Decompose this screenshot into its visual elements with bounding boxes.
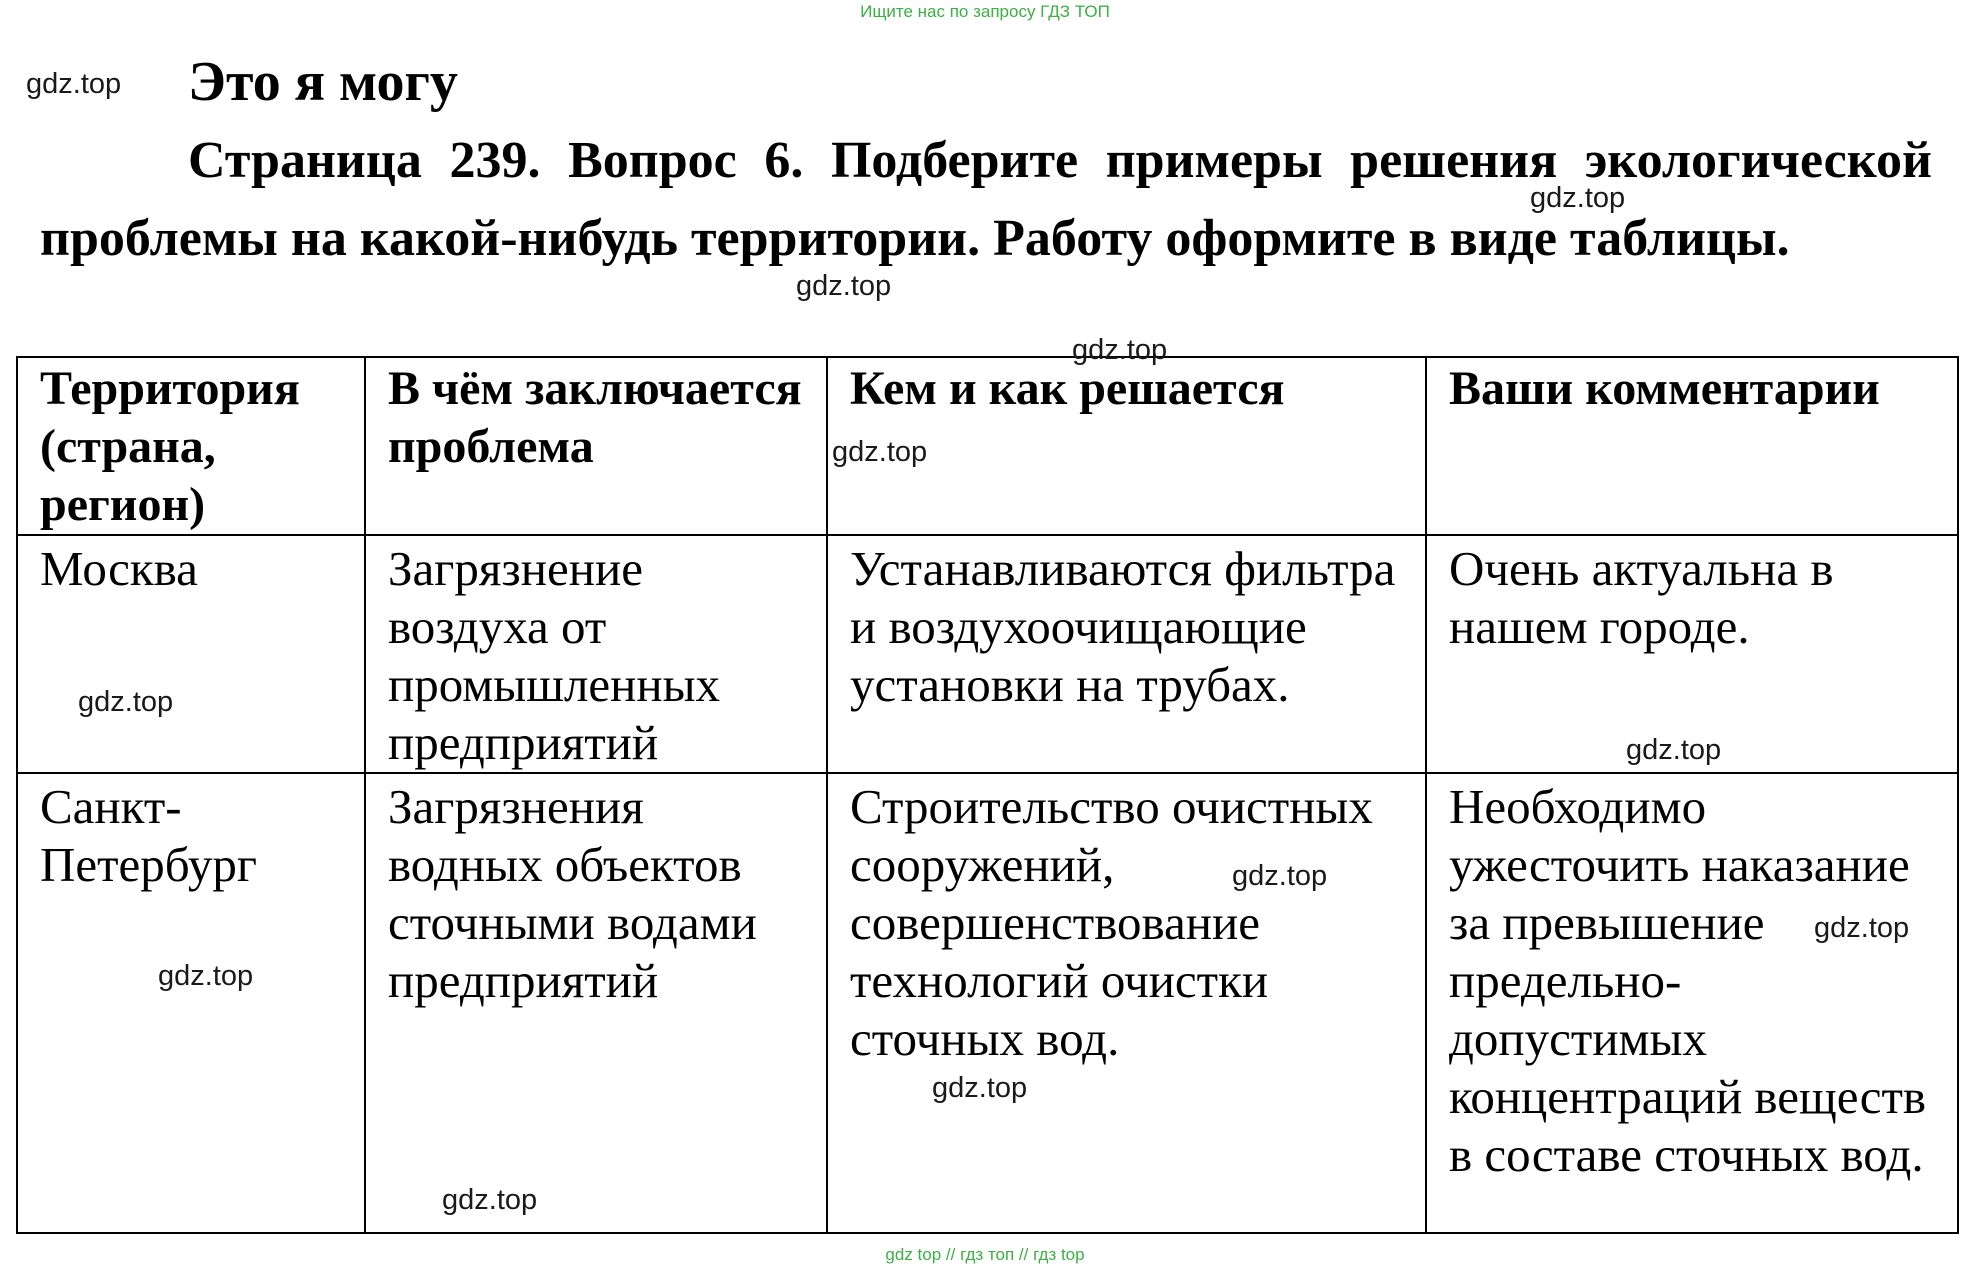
watermark: gdz.top	[1530, 182, 1626, 214]
header-comments: Ваши комментарии	[1426, 357, 1958, 535]
header-problem: В чём заключается проблема	[365, 357, 827, 535]
cell-solution: Устанавливаются фильтра и воздухоочищающие установки на трубах.	[827, 535, 1426, 773]
watermark: gdz.top	[1626, 734, 1722, 766]
cell-territory: Москва	[17, 535, 365, 773]
section-heading: Это я могу	[188, 51, 458, 113]
cell-comment: Очень актуальна в нашем городе.	[1426, 535, 1958, 773]
watermark: gdz.top	[158, 960, 254, 992]
table-header-row	[17, 357, 1958, 535]
watermark: gdz.top	[832, 436, 928, 468]
footer-text: gdz top // гдз топ // гдз top	[885, 1245, 1085, 1264]
watermark: gdz.top	[78, 686, 174, 718]
watermark: gdz.top	[932, 1072, 1028, 1104]
watermark: gdz.top	[26, 68, 122, 100]
watermark: gdz.top	[442, 1184, 538, 1216]
cell-comment: Необходимо ужесточить наказание за превышение предельно-допустимых концентраций веществ в составе сточных вод.	[1426, 773, 1958, 1233]
cell-solution: Строительство очистных сооружений, совершенствование технологий очистки сточных вод.	[827, 773, 1426, 1233]
cell-problem: Загрязнение воздуха от промышленных предприятий	[365, 535, 827, 773]
cell-problem: Загрязнения водных объектов сточными водами предприятий	[365, 773, 827, 1233]
table-row	[17, 773, 1958, 1233]
watermark: gdz.top	[796, 270, 892, 302]
top-banner: Ищите нас по запросу ГДЗ ТОП	[860, 2, 1110, 21]
watermark: gdz.top	[1232, 860, 1328, 892]
cell-territory: Санкт-Петербург	[17, 773, 365, 1233]
watermark: gdz.top	[1072, 334, 1168, 366]
header-solution: Кем и как решается	[827, 357, 1426, 535]
header-territory: Территория (страна, регион)	[17, 357, 365, 535]
question-text: Страница 239. Вопрос 6. Подберите примеры решения экологической проблемы на какой-нибудь территории. Работу оформите в виде таблицы.	[40, 132, 1932, 267]
watermark: gdz.top	[1814, 912, 1910, 944]
